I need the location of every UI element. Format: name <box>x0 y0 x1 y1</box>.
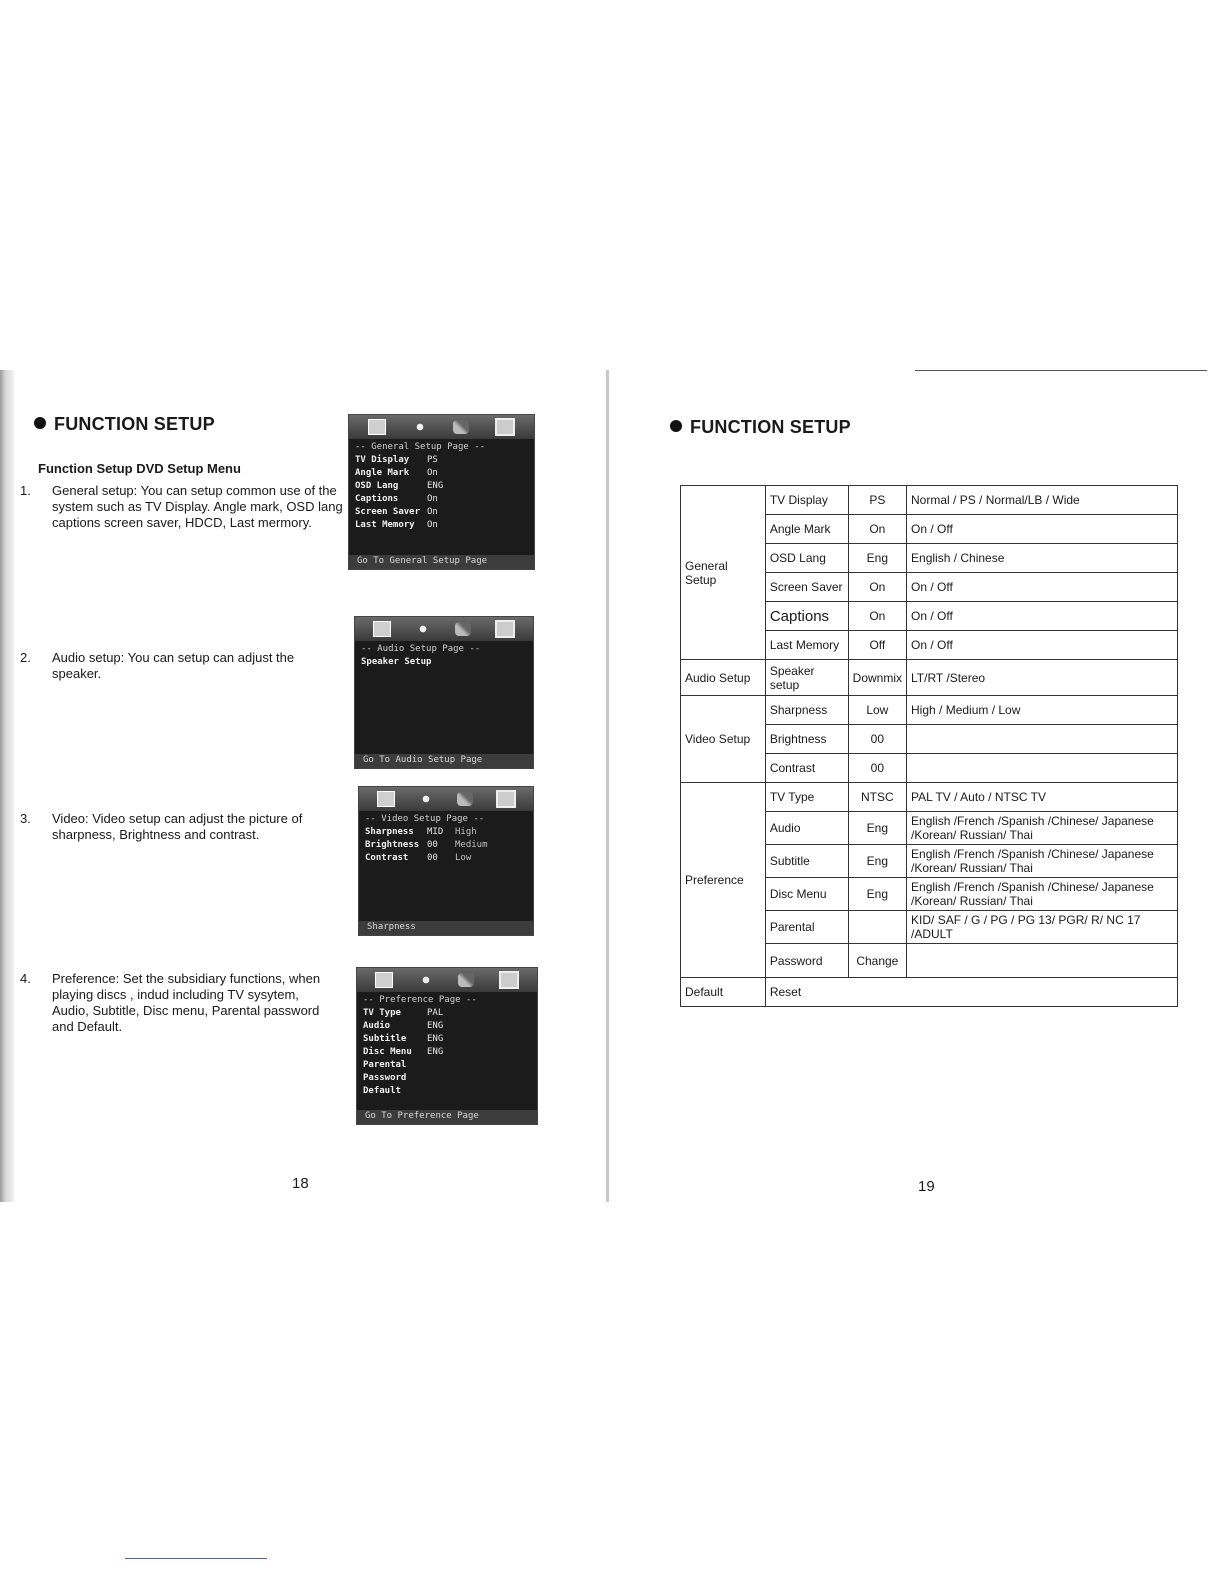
osd-row: Parental <box>363 1060 407 1070</box>
heading-text: FUNCTION SETUP <box>54 414 215 434</box>
speaker-icon <box>418 792 434 806</box>
tv-icon <box>375 972 393 988</box>
decorative-rule <box>915 370 1207 371</box>
list-item-video: 3. Video: Video setup can adjust the picture of sharpness, Brightness and contrast. <box>20 811 303 842</box>
osd-title: -- Video Setup Page -- <box>365 814 485 824</box>
osd-row: Disc Menu ENG <box>363 1047 444 1057</box>
osd-title: -- Preference Page -- <box>363 995 477 1005</box>
osd-icon-bar <box>359 787 533 811</box>
osd-row: Speaker Setup <box>361 657 432 667</box>
osd-footer: Go To Audio Setup Page <box>355 754 533 768</box>
list-item-preference: 4. Preference: Set the subsidiary functions, when playing discs , indud including TV sysytem, Audio, Subtitle, Disc menu, Parental password and Default. <box>20 971 321 1034</box>
osd-row: Screen Saver On <box>355 507 438 517</box>
group-video: Video Setup <box>681 696 766 783</box>
tv-icon <box>373 621 391 637</box>
tv-icon <box>368 419 386 435</box>
function-setup-table <box>680 485 1178 1007</box>
osd-icon-bar <box>357 968 537 992</box>
table-row: Password Change <box>681 944 1178 978</box>
preference-icon <box>499 971 519 989</box>
preference-icon <box>496 790 516 808</box>
group-default: Default <box>681 978 766 1007</box>
osd-row: TV Display PS <box>355 455 438 465</box>
video-icon <box>457 792 473 806</box>
osd-row: Audio ENG <box>363 1021 444 1031</box>
table-row: Video Setup Sharpness Low High / Medium / Low <box>681 696 1178 725</box>
list-item-general: 1. General setup: You can setup common use of the system such as TV Display. Angle mark, OSD lang captions screen saver, HDCD, Last mermory. <box>20 483 343 530</box>
table-row: Audio Setup Speaker setup Downmix LT/RT /Stereo <box>681 660 1178 696</box>
page-number-left: 18 <box>292 1175 309 1192</box>
page-gutter <box>606 370 609 1202</box>
group-general: General Setup <box>681 486 766 660</box>
table-row: Screen Saver On On / Off <box>681 573 1178 602</box>
table-row: Parental KID/ SAF / G / PG / PG 13/ PGR/ R/ NC 17 /ADULT <box>681 911 1178 944</box>
video-icon <box>455 622 471 636</box>
video-icon <box>453 420 469 434</box>
table-row: Subtitle Eng English /French /Spanish /Chinese/ Japanese /Korean/ Russian/ Thai <box>681 845 1178 878</box>
osd-icon-bar <box>355 617 533 641</box>
left-page-subheading: Function Setup DVD Setup Menu <box>38 461 241 476</box>
table-row: Brightness 00 <box>681 725 1178 754</box>
table-row: General Setup TV Display PS Normal / PS / Normal/LB / Wide <box>681 486 1178 515</box>
table-row: Preference TV Type NTSC PAL TV / Auto / NTSC TV <box>681 783 1178 812</box>
group-audio: Audio Setup <box>681 660 766 696</box>
osd-row: Subtitle ENG <box>363 1034 444 1044</box>
table-row: Captions On On / Off <box>681 602 1178 631</box>
left-page-heading <box>34 414 215 435</box>
speaker-icon <box>415 622 431 636</box>
table-row: Contrast 00 <box>681 754 1178 783</box>
osd-footer: Go To Preference Page <box>357 1110 537 1124</box>
speaker-icon <box>418 973 434 987</box>
osd-footer: Go To General Setup Page <box>349 555 534 569</box>
right-page-heading <box>670 417 851 438</box>
osd-row: Brightness 00 Medium <box>365 840 488 850</box>
bullet-icon <box>34 417 46 429</box>
osd-row: Last Memory On <box>355 520 438 530</box>
osd-row: Contrast 00 Low <box>365 853 472 863</box>
speaker-icon <box>412 420 428 434</box>
group-preference: Preference <box>681 783 766 978</box>
table-row: Last Memory Off On / Off <box>681 631 1178 660</box>
osd-general-setup <box>348 414 535 570</box>
osd-row: TV Type PAL <box>363 1008 444 1018</box>
table-row: Angle Mark On On / Off <box>681 515 1178 544</box>
osd-row: Sharpness MID High <box>365 827 477 837</box>
video-icon <box>458 973 474 987</box>
table-row: Audio Eng English /French /Spanish /Chinese/ Japanese /Korean/ Russian/ Thai <box>681 812 1178 845</box>
table-row: Default Reset <box>681 978 1178 1007</box>
heading-text: FUNCTION SETUP <box>690 417 851 437</box>
osd-footer: Sharpness <box>359 921 533 935</box>
preference-icon <box>495 620 515 638</box>
osd-row: Default <box>363 1086 401 1096</box>
osd-row: Captions On <box>355 494 438 504</box>
osd-row: Password <box>363 1073 407 1083</box>
page-binding-shadow <box>0 370 14 1202</box>
osd-title: -- General Setup Page -- <box>355 442 486 452</box>
decorative-rule-blue <box>125 1558 267 1559</box>
list-item-audio: 2. Audio setup: You can setup can adjust the speaker. <box>20 650 295 681</box>
osd-icon-bar <box>349 415 534 439</box>
bullet-icon <box>670 420 682 432</box>
osd-preference-setup <box>356 967 538 1125</box>
preference-icon <box>495 418 515 436</box>
table-row: OSD Lang Eng English / Chinese <box>681 544 1178 573</box>
tv-icon <box>377 791 395 807</box>
osd-row: OSD Lang ENG <box>355 481 444 491</box>
osd-row: Angle Mark On <box>355 468 438 478</box>
osd-video-setup <box>358 786 534 936</box>
osd-title: -- Audio Setup Page -- <box>361 644 481 654</box>
table-row: Disc Menu Eng English /French /Spanish /Chinese/ Japanese /Korean/ Russian/ Thai <box>681 878 1178 911</box>
osd-audio-setup <box>354 616 534 769</box>
page-number-right: 19 <box>918 1178 935 1195</box>
